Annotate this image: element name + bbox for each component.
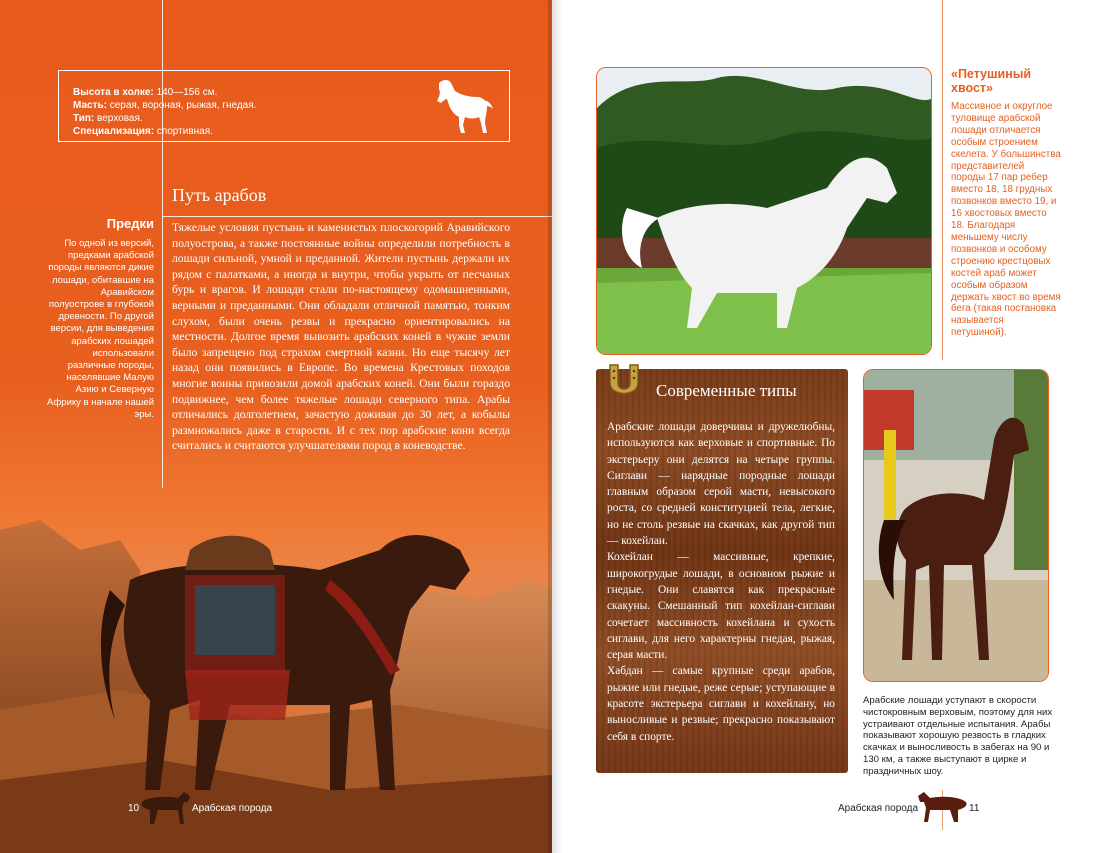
page-gutter: [548, 0, 562, 853]
footer-horse-icon: [918, 790, 970, 826]
info-row-color: Масть: серая, вороная, рыжая, гнедая.: [73, 100, 257, 111]
section-title-path-of-arabs: Путь арабов: [172, 185, 267, 205]
sidebar-text-ancestors: По одной из версий, предками арабской породы являются дикие лошади, обитавшие на Аравийском полуострове в глубокой древности. По другой версии, для выведения арабских лошадей использовали различные породы, населявшие Малую Азию и Северную Африку в начале нашей эры.: [47, 238, 154, 420]
modern-types-panel: [596, 369, 848, 773]
horseshoe-icon: [604, 361, 644, 405]
right-vertical-rule: [942, 0, 943, 360]
footer-horse-icon: [138, 790, 194, 828]
bay-horse-illustration: [864, 370, 1049, 682]
sidebar-title-ancestors: Предки: [106, 216, 154, 231]
info-row-specialization: Специализация: спортивная.: [73, 126, 213, 137]
section-title-modern-types: Современные типы: [656, 381, 797, 400]
footer-title: Арабская порода: [838, 803, 919, 814]
breed-info-box: [58, 70, 510, 142]
modern-types-text: [607, 419, 835, 745]
info-row-height: Высота в холке: 140—156 см.: [73, 87, 218, 98]
modern-types-paragraph: Кохейлан — массивные, крепкие, широкогрудые лошади, в основном рыжие и гнедые. Они славятся как прекрасные скакуны. Смешанный тип кохейлан-сиглави сочетает массивность кохейлана и сухость сиглави, для него характерны гнедая, рыжая, серая масти.: [607, 551, 835, 662]
photo-caption: Арабские лошади уступают в скорости чистокровным верховым, поэтому для них устраивают отдельные испытания. Арабы показывают хорошую резвость в гладких скачках и выносливость в забегах на 90 и 130 км, а также выступают в цирке и праздничных шоу.: [863, 695, 1053, 777]
modern-types-header: [596, 369, 848, 409]
horse-icon: [425, 77, 497, 137]
footer-title: Арабская порода: [192, 803, 273, 814]
sidebar-title-rooster-tail: «Петушиный хвост»: [951, 67, 1032, 95]
bay-horse-photo: [863, 369, 1049, 682]
white-horse-photo: [596, 67, 932, 355]
horizontal-rule: [162, 216, 552, 217]
modern-types-paragraph: Арабские лошади доверчивы и дружелюбны, используются как верховые и спортивные. По экстерьеру они делятся на четыре группы. Сиглави — нарядные породные лошади главным образом серой масти, невысокого роста, со средней конституцией тела, легкие, но не столь резвые на скачках, как другой тип — кохейлан.: [607, 421, 835, 548]
info-row-type: Тип: верховая.: [73, 113, 143, 124]
page-footer-right: [838, 803, 980, 814]
desert-horse-photo: [0, 490, 552, 853]
page-number: 10: [128, 803, 140, 814]
main-article-text: Тяжелые условия пустынь и каменистых плоскогорий Аравийского полуострова, а также постоянные войны определили потребность в лошади сильной, умной и преданной. Жители пустынь держали их рядом с палатками, а иногда и внутри, чтобы укрыть от песчаных бурь и врагов. И лошади стали по-настоящему одомашненными, верными и преданными. Они обладали отличной памятью, тонким слухом, были очень резвы и прекрасно ориентировались на местности. Долгое время вывозить арабских коней в чужие земли было запрещено под страхом смертной казни. Но еще тысячу лет назад они появились в Европе. Во времена Крестовых походов многие воины привозили домой арабских коней. Они были гораздо подвижнее, чем более тяжелые лошади северного типа. Арабы отличались долголетием, зачастую доживая до 30 лет, а кобылы размножались даже в старости. И с тех пор арабские кони всегда считались и считаются улучшателями пород в коневодстве.: [172, 221, 510, 453]
white-horse-illustration: [597, 68, 932, 355]
page-number: 11: [969, 803, 980, 814]
modern-types-paragraph: Хабдан — самые крупные среди арабов, рыжие или гнедые, реже серые; уступающие в красоте экстерьера сиглави и кохейлану, но выносливые и резвые; прекрасно показывают себя в спорте.: [607, 665, 835, 743]
sidebar-text-rooster-tail: Массивное и округлое туловище арабской лошади отличается особым строением скелета. У большинства представителей породы 17 пар ребер вместо 18, 18 грудных позвонков вместо 19, и 16 хвостовых вместо 18. Благодаря меньшему числу позвонков и особому строению крестцовых костей араб может особым образом держать хвост во время бега (такая постановка называется петушиной).: [951, 101, 1061, 339]
